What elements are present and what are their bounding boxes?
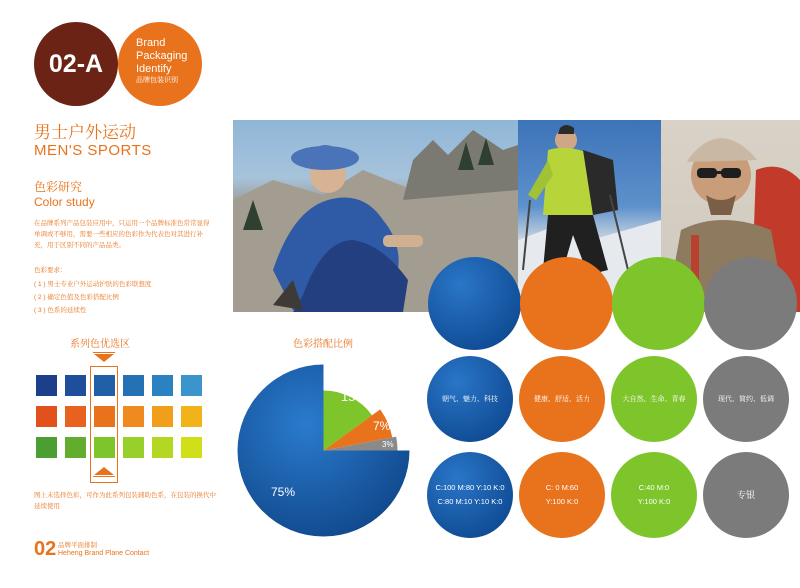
footer-en: Heheng Brand Plane Contact xyxy=(58,550,150,557)
selector-arrow-down-icon xyxy=(94,354,114,362)
palette-swatch xyxy=(152,437,173,458)
color-circle-orange xyxy=(520,257,613,350)
selector-line-bottom xyxy=(93,476,115,477)
pie-label-green: 15% xyxy=(341,389,368,404)
color-circle-blue xyxy=(428,257,521,350)
palette-swatch xyxy=(152,406,173,427)
pie-slice-blue xyxy=(237,365,409,537)
palette-swatch xyxy=(65,375,86,396)
page-title-en: MEN'S SPORTS xyxy=(34,142,152,159)
mood-circle-gray xyxy=(703,356,789,442)
subtitle-cn: 色彩研究 xyxy=(34,180,83,194)
page-title-cn: 男士户外运动 xyxy=(34,123,136,142)
palette-swatch xyxy=(181,375,202,396)
palette-swatch xyxy=(65,437,86,458)
palette-swatch xyxy=(36,406,57,427)
selector-line-top xyxy=(93,352,115,353)
color-code: C:80 M:10 Y:10 K:0 xyxy=(437,497,503,506)
palette-title: 系列色优选区 xyxy=(70,339,130,350)
code-circle-gray xyxy=(703,452,789,538)
intro-paragraph: 在品牌系列产品包装应用中，只运用一个品牌标准色常常显得单调或不够用，需要一些相应的色彩作为代表色对其进行补充，用于区别不同的产品品类。 xyxy=(34,220,210,249)
requirement-item: ( 1 ) 男士专业户外运动护肤的色彩联想度 xyxy=(34,281,152,288)
pie-label-blue: 75% xyxy=(271,485,296,499)
brand-circle xyxy=(118,22,202,106)
brand-cn: 品牌包装识别 xyxy=(136,77,178,84)
subtitle-en: Color study xyxy=(34,195,95,209)
footer-cn: 品牌平面排制 xyxy=(58,542,97,549)
color-code: 专银 xyxy=(736,490,755,500)
palette-swatch xyxy=(181,406,202,427)
color-circle-gray xyxy=(704,257,797,350)
brand-line-2: Packaging xyxy=(136,50,188,62)
palette-swatch xyxy=(123,406,144,427)
pie-title: 色彩搭配比例 xyxy=(293,339,353,350)
palette-note: 图上末选择色彩，可作为此系列包装辅助色系，在包装的换代中延续使用 xyxy=(34,492,216,510)
color-code: C:40 M:0 xyxy=(638,483,670,492)
color-code: Y:100 K:0 xyxy=(637,497,671,506)
requirement-item: ( 3 ) 色系的延续性 xyxy=(34,307,87,314)
mood-circle-green xyxy=(611,356,697,442)
palette-swatch xyxy=(36,437,57,458)
mood-label: 朝气、魅力、科技 xyxy=(442,396,498,403)
palette-swatch xyxy=(181,437,202,458)
palette-swatch xyxy=(123,375,144,396)
mood-label: 现代、简约、低调 xyxy=(718,396,774,403)
pie-label-orange: 7% xyxy=(373,419,391,433)
footer-number: 02 xyxy=(34,538,57,560)
requirements-heading: 色彩要求： xyxy=(34,267,67,274)
mood-circle-orange xyxy=(519,356,605,442)
mood-label: 大自然、生命、青春 xyxy=(622,396,686,403)
color-code: C: 0 M:60 xyxy=(545,483,579,492)
color-circle-green xyxy=(612,257,705,350)
palette-swatch xyxy=(65,406,86,427)
selector-arrow-up-icon xyxy=(94,467,114,475)
palette-swatch xyxy=(152,375,173,396)
code-circle-orange xyxy=(519,452,605,538)
brand-line-1: Brand xyxy=(136,37,166,49)
color-code: C:100 M:80 Y:10 K:0 xyxy=(435,483,505,492)
requirement-item: ( 2 ) 确定色值及色彩搭配比例 xyxy=(34,294,119,301)
color-code: Y:100 K:0 xyxy=(545,497,579,506)
mood-circle-blue xyxy=(427,356,513,442)
palette-swatch xyxy=(36,375,57,396)
pie-chart xyxy=(236,363,411,538)
brand-line-3: Identify xyxy=(136,63,172,75)
section-code-circle xyxy=(34,22,118,106)
code-circle-blue xyxy=(427,452,513,538)
code-circle-green xyxy=(611,452,697,538)
pie-label-gray: 3% xyxy=(382,440,394,449)
selection-frame xyxy=(90,366,118,483)
mood-label: 健康、舒适、活力 xyxy=(534,396,590,403)
palette-swatch xyxy=(123,437,144,458)
section-code: 02-A xyxy=(48,49,104,78)
